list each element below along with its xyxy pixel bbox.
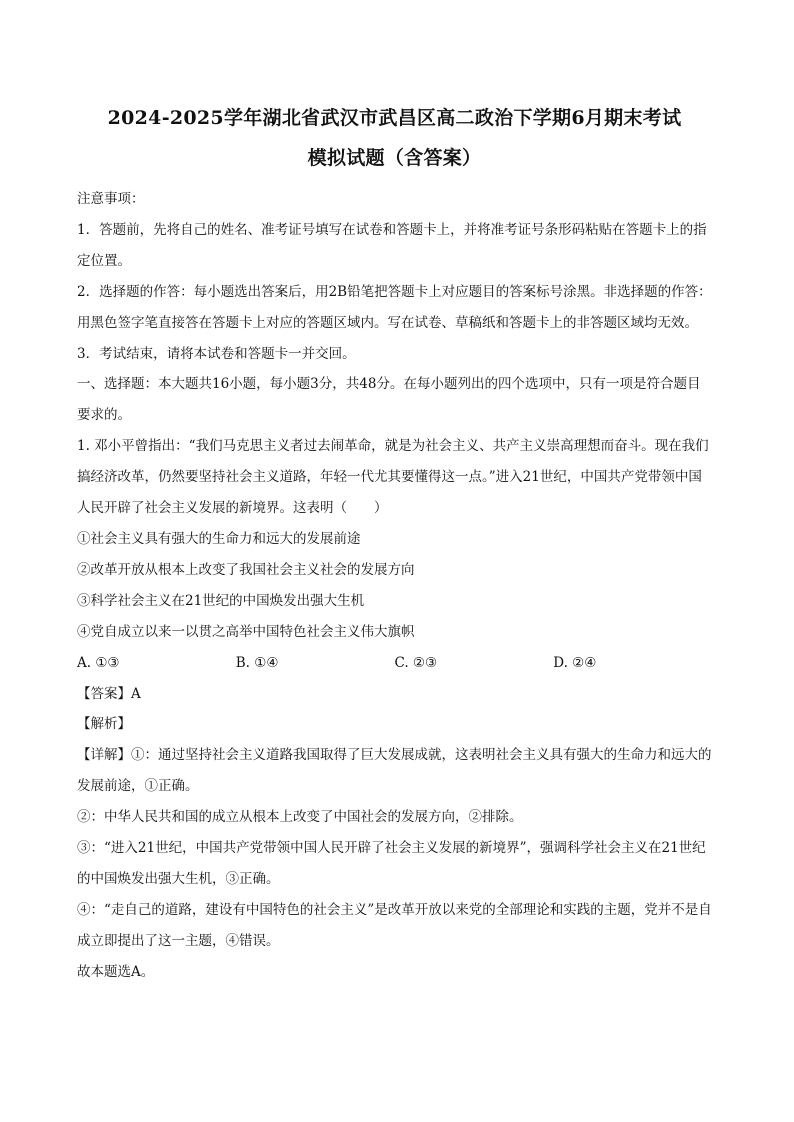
title-line-1: 2024-2025学年湖北省武汉市武昌区高二政治下学期6月期末考试 — [107, 107, 682, 129]
notice-item-1: 1．答题前，先将自己的姓名、准考证号填写在试卷和答题卡上，并将准考证号条形码粘贴在答题卡上的指定位置。 — [77, 221, 707, 269]
question-1-item-2: ②改革开放从根本上改变了我国社会主义社会的发展方向 — [77, 561, 415, 578]
document-body — [77, 184, 712, 988]
answer-line: 【答案】A — [77, 685, 141, 702]
question-1-item-3: ③科学社会主义在21世纪的中国焕发出强大生机 — [77, 592, 365, 609]
section-heading: 一、选择题：本大题共16小题，每小题3分，共48分。在每小题列出的四个选项中，只有一项是符合题目要求的。 — [77, 376, 701, 424]
document-title — [77, 98, 712, 178]
conclusion: 故本题选A。 — [77, 963, 155, 980]
detail-1: 【详解】①：通过坚持社会主义道路我国取得了巨大发展成就，这表明社会主义具有强大的生命力和远大的发展前途，①正确。 — [77, 747, 712, 795]
title-line-2: 模拟试题（含答案） — [307, 147, 482, 169]
option-d: D. ②④ — [553, 654, 597, 671]
notice-heading: 注意事项： — [77, 191, 145, 207]
detail-4: ④：“走自己的道路，建设有中国特色的社会主义”是改革开放以来党的全部理论和实践的主题，党并不是自成立即提出了这一主题，④错误。 — [77, 901, 712, 949]
option-b: B. ①④ — [235, 654, 279, 671]
analysis-heading: 【解析】 — [77, 716, 131, 733]
question-1-options — [77, 648, 712, 679]
question-1-item-4: ④党自成立以来一以贯之高举中国特色社会主义伟大旗帜 — [77, 623, 415, 640]
option-a: A. ①③ — [77, 654, 120, 671]
question-1-item-1: ①社会主义具有强大的生命力和远大的发展前途 — [77, 530, 361, 547]
notice-item-2: 2．选择题的作答：每小题选出答案后，用2B铅笔把答题卡上对应题目的答案标号涂黑。非选择题的作答：用黑色签字笔直接答在答题卡上对应的答题区域内。写在试卷、草稿纸和答题卡上的非答题区域均无效。 — [77, 283, 712, 331]
question-1-stem: 1. 邓小平曾指出：“我们马克思主义者过去闹革命，就是为社会主义、共产主义崇高理想而奋斗。现在我们搞经济改革，仍然要坚持社会主义道路，年轻一代尤其要懂得这一点。”进入21世纪，中国共产党带领中国人民开辟了社会主义发展的新境界。这表明（ ） — [77, 438, 709, 517]
detail-2: ②：中华人民共和国的成立从根本上改变了中国社会的发展方向，②排除。 — [77, 809, 523, 826]
detail-3: ③：“进入21世纪，中国共产党带领中国人民开辟了社会主义发展的新境界”，强调科学社会主义在21世纪的中国焕发出强大生机，③正确。 — [77, 840, 706, 887]
notice-item-3: 3．考试结束，请将本试卷和答题卡一并交回。 — [77, 345, 356, 362]
option-c: C. ②③ — [394, 654, 438, 671]
